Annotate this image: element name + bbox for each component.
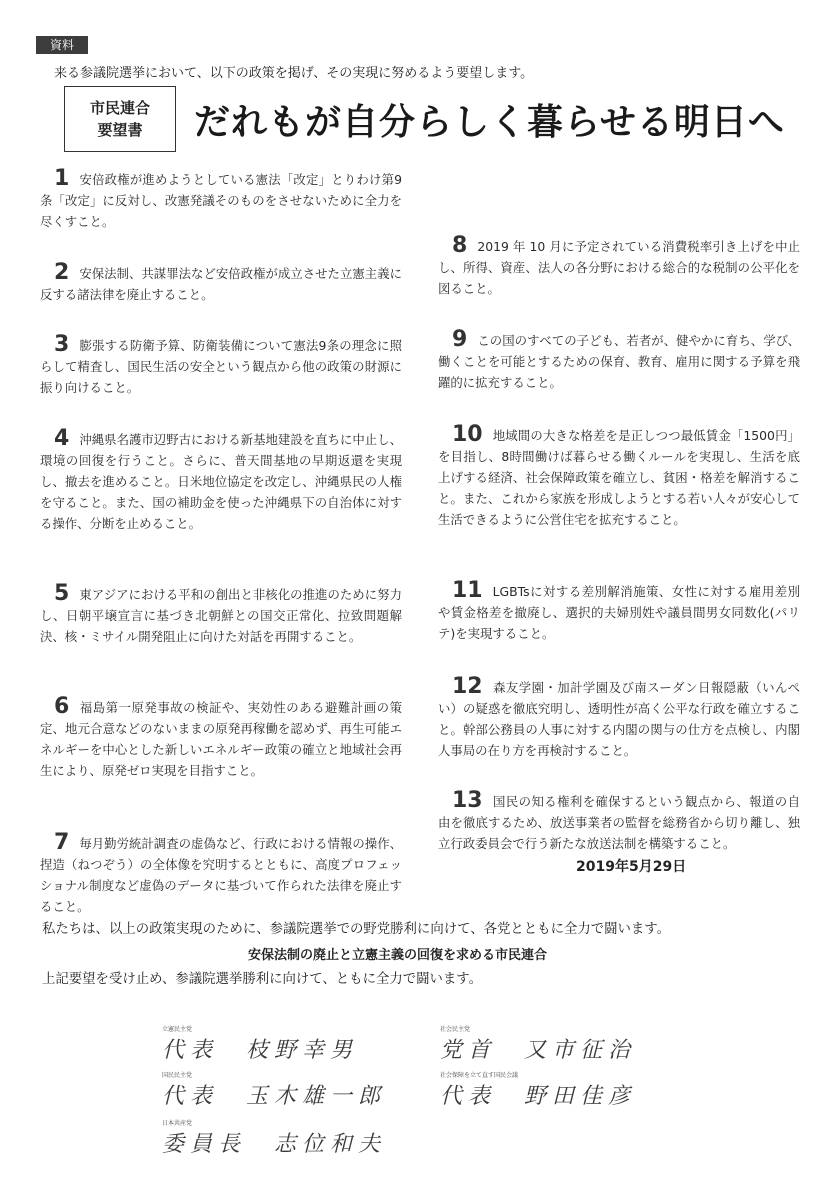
party-name: 日本共産党 — [162, 1120, 193, 1127]
item-number: 1 — [54, 166, 70, 191]
item-number: 4 — [54, 426, 70, 451]
item-text: 福島第一原発事故の検証や、実効性のある避難計画の策定、地元合意などのないままの原発再稼働を認めず、再生可能エネルギーを中心とした新しいエネルギー政策の確立と地域社会再生により、原発ゼロ実現を目指すこと。 — [40, 700, 402, 778]
signature-block — [440, 1024, 636, 1064]
title-box-line1: 市民連合 — [89, 99, 150, 117]
item-number: 5 — [54, 581, 70, 606]
item-number: 12 — [452, 674, 483, 699]
intro-text: 来る参議院選挙において、以下の政策を掲げ、その実現に努めるよう要望します。 — [54, 66, 534, 81]
handwritten-signature: 委員長 志位和夫 — [162, 1132, 387, 1157]
item-text: 東アジアにおける平和の創出と非核化の推進のために努力し、日朝平壌宣言に基づき北朝鮮との国交正常化、拉致問題解決、核・ミサイル開発阻止に向けた対話を再開すること。 — [40, 587, 402, 644]
demand-item-9 — [438, 329, 800, 393]
item-number: 9 — [452, 327, 468, 352]
item-text: 森友学園・加計学園及び南スーダン日報隠蔽（いんぺい）の疑惑を徹底究明し、透明性が高く公平な行政を確立すること。幹部公務員の人事に対する内閣の関与の仕方を点検し、内閣人事局の在り方を再検討すること。 — [438, 680, 800, 758]
demand-item-6 — [40, 696, 402, 781]
demand-item-2 — [40, 262, 402, 305]
party-name: 社会民主党 — [440, 1026, 471, 1033]
demand-item-5 — [40, 583, 402, 647]
signature-block — [162, 1118, 386, 1158]
demand-item-1 — [40, 168, 402, 232]
demand-item-10 — [438, 424, 800, 530]
document-date: 2019年5月29日 — [576, 859, 687, 875]
headline: だれもが自分らしく暮らせる明日へ — [194, 102, 785, 143]
closing-statement: 私たちは、以上の政策実現のために、参議院選挙での野党勝利に向けて、各党とともに全力で闘います。 — [42, 922, 671, 937]
item-text: 膨張する防衛予算、防衛装備について憲法9条の理念に照らして精査し、国民生活の安全という観点から他の政策の財源に振り向けること。 — [40, 338, 402, 395]
item-number: 3 — [54, 332, 70, 357]
document-tag: 資料 — [36, 36, 88, 54]
handwritten-signature: 代表 玉木雄一郎 — [162, 1084, 387, 1109]
item-text: この国のすべての子ども、若者が、健やかに育ち、学び、働くことを可能とするための保育、教育、雇用に関する予算を飛躍的に拡充すること。 — [438, 333, 800, 390]
item-number: 7 — [54, 830, 70, 855]
signature-block — [162, 1070, 386, 1110]
title-box — [64, 86, 176, 152]
item-number: 2 — [54, 260, 70, 285]
item-text: 沖縄県名護市辺野古における新基地建設を直ちに中止し、環境の回復を行うこと。さらに、普天間基地の早期返還を実現し、撤去を進めること。日米地位協定を改定し、沖縄県民の人権を守ること。また、国の補助金を使った沖縄県下の自治体に対する操作、分断を止めること。 — [40, 432, 402, 531]
demand-item-8 — [438, 235, 800, 299]
item-text: 地域間の大きな格差を是正しつつ最低賃金「1500円」を目指し、8時間働けば暮らせる働くルールを実現し、生活を底上げする経済、社会保障政策を確立し、貧困・格差を解消すること。また、これから家族を形成しようとする若い人々が安心して生活できるように公営住宅を拡充すること。 — [438, 428, 800, 527]
demand-item-12 — [438, 676, 800, 761]
item-number: 10 — [452, 422, 483, 447]
item-text: 安保法制、共謀罪法など安倍政権が成立させた立憲主義に反する諸法律を廃止すること。 — [40, 266, 402, 302]
handwritten-signature: 党首 又市征治 — [440, 1038, 637, 1063]
acceptance-statement: 上記要望を受け止め、参議院選挙勝利に向けて、ともに全力で闘います。 — [42, 972, 483, 987]
item-text: 安倍政権が進めようとしている憲法「改定」とりわけ第9条「改定」に反対し、改憲発議そのものをさせないために全力を尽くすこと。 — [40, 172, 402, 229]
party-name: 社会保障を立て直す国民会議 — [440, 1072, 519, 1079]
title-box-line2: 要望書 — [97, 121, 143, 139]
demand-item-13 — [438, 790, 800, 854]
organization-name: 安保法制の廃止と立憲主義の回復を求める市民連合 — [248, 948, 548, 963]
signature-block — [440, 1070, 636, 1110]
party-name: 立憲民主党 — [162, 1026, 193, 1033]
item-number: 13 — [452, 788, 483, 813]
item-number: 8 — [452, 233, 468, 258]
item-number: 11 — [452, 578, 483, 603]
handwritten-signature: 代表 枝野幸男 — [162, 1038, 359, 1063]
demand-item-7 — [40, 832, 402, 917]
handwritten-signature: 代表 野田佳彦 — [440, 1084, 637, 1109]
demand-item-11 — [438, 580, 800, 644]
demand-item-3 — [40, 334, 402, 398]
item-text: 国民の知る権利を確保するという観点から、報道の自由を徹底するため、放送事業者の監督を総務省から切り離し、独立行政委員会で行う新たな放送法制を構築すること。 — [438, 794, 800, 851]
item-text: 2019 年 10 月に予定されている消費税率引き上げを中止し、所得、資産、法人の各分野における総合的な税制の公平化を図ること。 — [438, 239, 800, 296]
item-text: 毎月勤労統計調査の虚偽など、行政における情報の操作、捏造（ねつぞう）の全体像を究明するとともに、高度プロフェッショナル制度など虚偽のデータに基づいて作られた法律を廃止すること。 — [40, 836, 402, 914]
signature-block — [162, 1024, 358, 1064]
item-text: LGBTsに対する差別解消施策、女性に対する雇用差別や賃金格差を撤廃し、選択的夫婦別姓や議員間男女同数化(パリテ)を実現すること。 — [438, 584, 800, 641]
demand-item-4 — [40, 428, 402, 534]
party-name: 国民民主党 — [162, 1072, 193, 1079]
item-number: 6 — [54, 694, 70, 719]
